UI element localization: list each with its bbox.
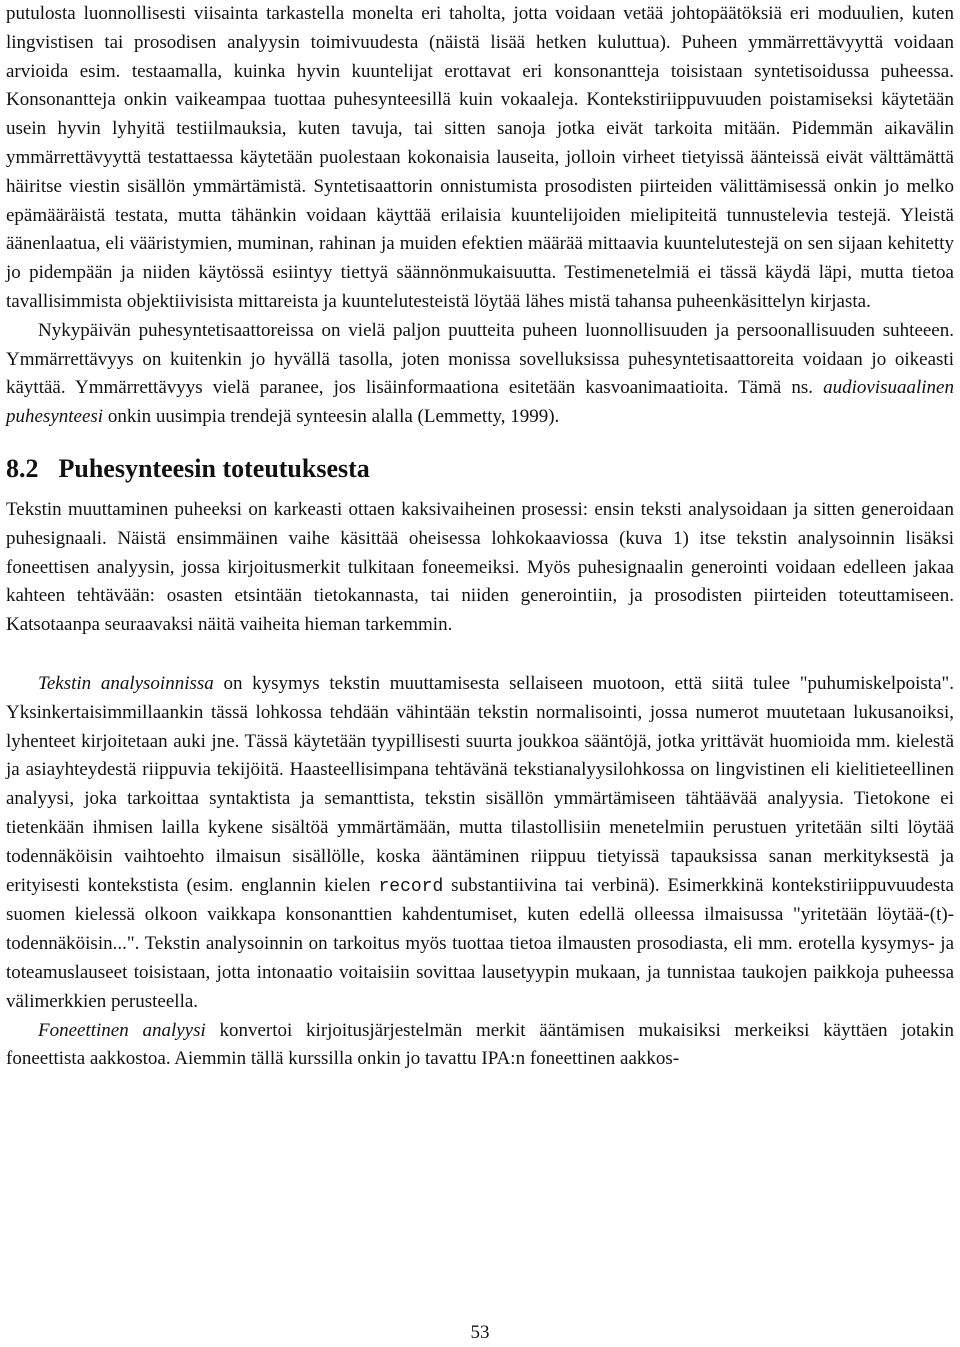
paragraph-text-analysis — [6, 670, 954, 1017]
paragraph-current-state — [6, 317, 954, 432]
paragraph-current-state-end: onkin uusimpia trendejä synteesin alalla (Lemmetty, 1999). — [103, 406, 560, 428]
paragraph-current-state-text: Nykypäivän puhesyntetisaattoreissa on vielä paljon puutteita puheen luonnollisuuden ja persoonallisuuden suhteeen. Ymmärrettävyys on kuitenkin jo hyvällä tasolla, joten monissa sovelluksissa puhesyntetisaattoreita voidaan jo oikeasti käyttää. Ymmärrettävyys vielä paranee, jos lisäinformaationa esitetään kasvoanimaatioita. Tämä ns. — [6, 319, 954, 399]
paragraph-text-analysis-end: substantiivina tai verbinä). Esimerkkinä kontekstiriippuvuudesta suomen kielessä olkoon vaikkapa konsonanttien kahdentumiset, kuten edellä olleessa ilmaisussa "yritetään löytää-(t)-todennäköisin...". Tekstin analysoinnin on tarkoitus myös tuottaa tietoa ilmausten prosodiasta, eli mm. erotella kysymys- ja toteamuslauseet toisistaan, jotta intonaatio voitaisiin sovittaa lausetyypin mukaan, ja tunnistaa taukojen paikkoja puheessa välimerkkien perusteella. — [6, 874, 954, 1012]
paragraph-phonetic-analysis — [6, 1017, 954, 1075]
section-title: Puhesynteesin toteutuksesta — [58, 453, 370, 483]
page-number: 53 — [470, 1322, 490, 1343]
paragraph-evaluation: putulosta luonnollisesti viisainta tarkastella monelta eri taholta, jotta voidaan vetää johtopäätöksiä eri moduulien, kuten lingvistisen tai prosodisen analyysin toimivuudesta (näistä lisää hetken kuluttua). Puheen ymmärrettävyyttä voidaan arvioida esim. testaamalla, kuinka hyvin kuuntelijat erottavat eri konsonantteja toisistaan syntetisoidussa puheessa. Konsonantteja onkin vaikeampaa tuottaa puhesynteesillä kuin vokaaleja. Kontekstiriippuvuuden poistamiseksi käytetään usein hyvin lyhyitä testiilmauksia, kuten tavuja, tai sitten sanoja jotka eivät tarkoita mitään. Pidemmän aikavälin ymmärrettävyyttä testattaessa käytetään puolestaan kokonaisia lauseita, jolloin virheet tietyissä äänteissä eivät välttämättä häiritse viestin sisällön ymmärtämistä. Syntetisaattorin onnistumista prosodisten piirteiden välittämisessä onkin jo melko epämääräistä testata, mutta tähänkin voidaan käyttää erilaisia kuuntelijoiden mielipiteitä tunnustelevia testejä. Yleistä äänenlaatua, eli vääristymien, muminan, rahinan ja muiden efektien määrää mittaavia kuuntelutestejä on sen sijaan kehitetty jo pidempään ja niiden käytössä esiintyy tiettyä säännönmukaisuutta. Testimenetelmiä ei tässä käydä läpi, mutta tietoa tavallisimmista objektiivisista mittareista ja kuuntelutesteistä löytää lähes mistä tahansa puheenkäsittelyn kirjasta. — [6, 3, 954, 312]
paragraph-phonetic-analysis-text: konvertoi kirjoitusjärjestelmän merkit ääntämisen mukaisiksi merkeiksi käyttäen jotakin foneettista aakkostoa. Aiemmin tällä kurssilla onkin jo tavattu IPA:n foneettinen aakkos- — [6, 1019, 954, 1070]
term-audiovisual-synthesis: audiovisuaalinen puhesynteesi — [6, 377, 954, 428]
document-page — [6, 0, 954, 1074]
paragraph-text-analysis-text: on kysymys tekstin muuttamisesta sellaiseen muotoon, että siitä tulee "puhumiskelpoista". Yksinkertaisimmillaankin tässä lohkossa tehdään vähintään tekstin normalisointi, jossa numerot muutetaan lukusanoiksi, lyhenteet kirjoitetaan auki jne. Tässä käytetään tyypillisesti suurta joukkoa sääntöjä, jotka yrittävät huomioida mm. kielestä ja asiayhteydestä riippuvia tekijöitä. Haasteellisimpana tehtävänä tekstianalyysilohkossa on lingvistinen eli kielitieteellinen analyysi, joka tarkoittaa syntaktista ja semanttista, tekstin sisällön ymmärtämiseen tähtäävää analyysia. Tietokone ei tietenkään ihmisen lailla kykene sisältöä ymmärtämään, mutta tilastollisiin menetelmiin perustuen yritetään silti löytää todennäköisin vaihtoehto ilmaisun sisällölle, koska ääntäminen riippuu tietyissä tapauksissa sanan merkityksestä ja erityisesti kontekstista (esim. englannin kielen — [6, 672, 955, 896]
section-number: 8.2 — [6, 453, 39, 483]
code-record: record — [378, 876, 444, 897]
section-heading — [6, 452, 954, 486]
term-phonetic-analysis: Foneettinen analyysi — [38, 1019, 206, 1041]
paragraph-intro: Tekstin muuttaminen puheeksi on karkeasti ottaen kaksivaiheinen prosessi: ensin teksti analysoidaan ja sitten generoidaan puhesignaali. Näistä ensimmäinen vaihe käsittää oheisessa lohkokaaviossa (kuva 1) itse tekstin analysoinnin lisäksi foneettisen analyysin, jossa kirjoitusmerkit tulkitaan foneemeiksi. Myös puhesignaalin generointi voidaan edelleen jakaa kahteen tehtävään: osasten etsintään tietokannasta, tai niiden generointiin, ja prosodisten piirteiden toteuttamiseen. Katsotaanpa seuraavaksi näitä vaiheita hieman tarkemmin. — [6, 498, 954, 636]
term-text-analysis: Tekstin analysoinnissa — [38, 672, 214, 694]
